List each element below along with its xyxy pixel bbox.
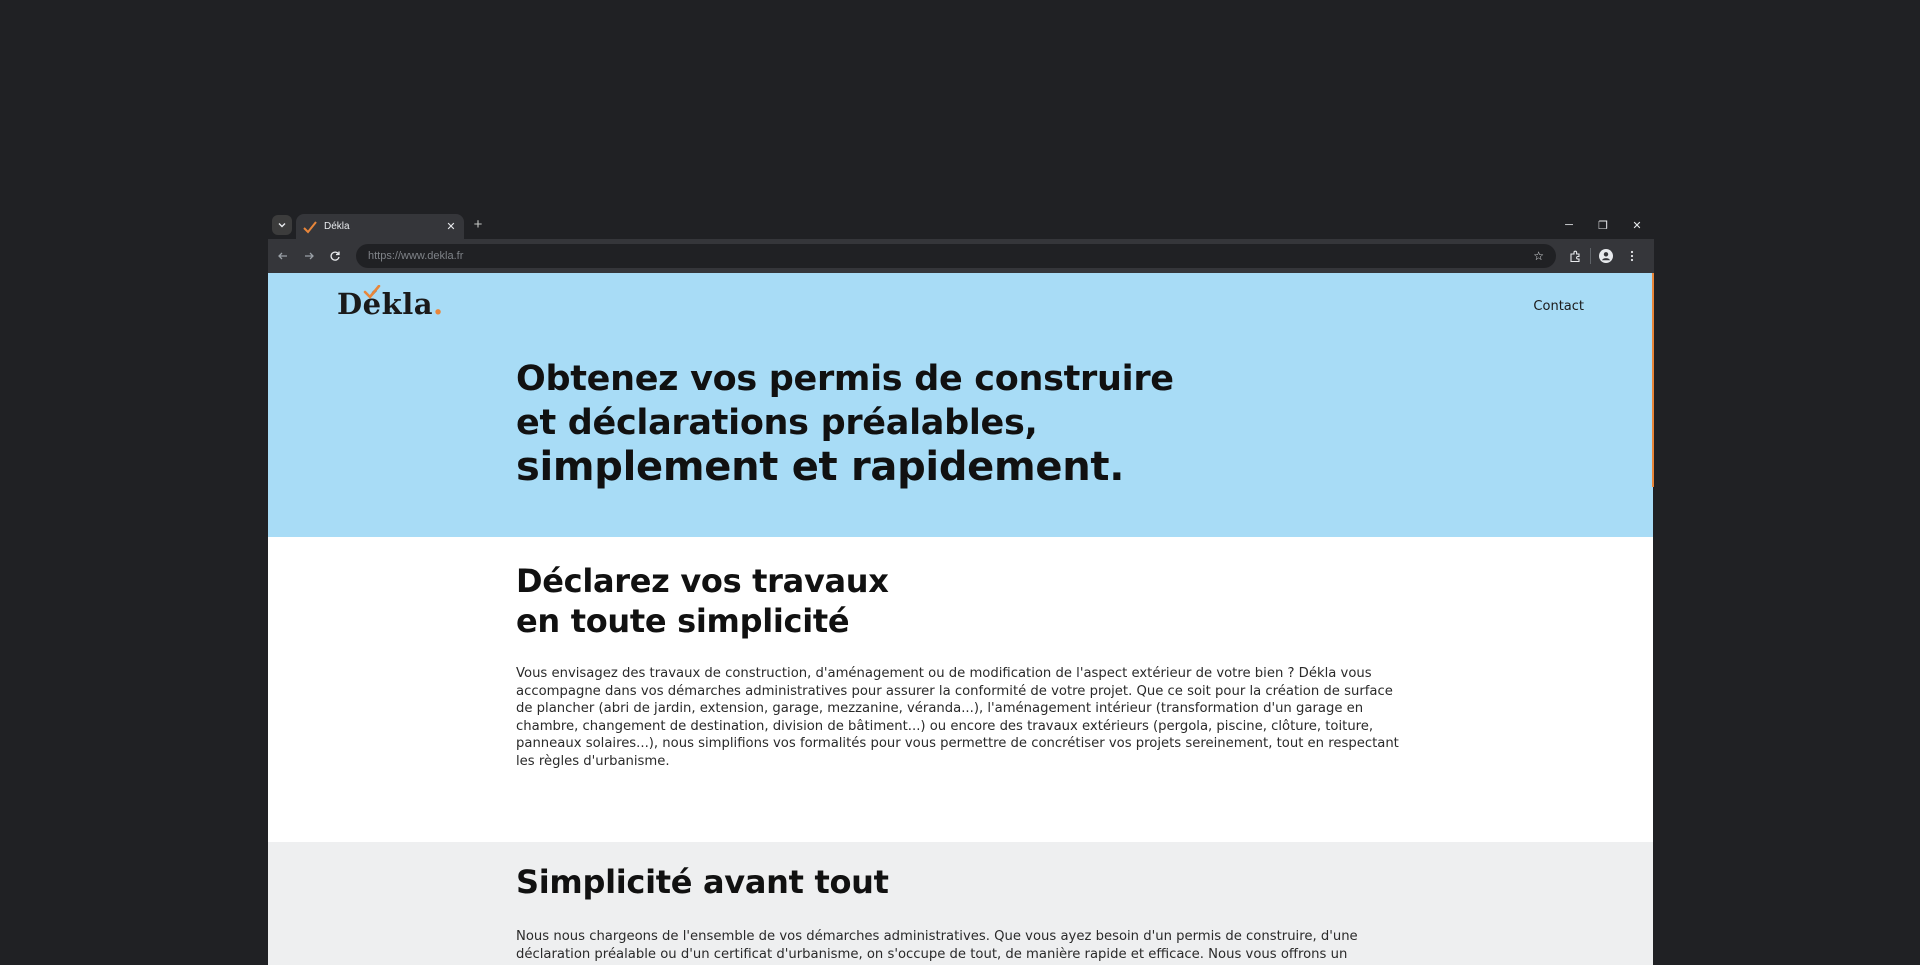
extensions-button[interactable] xyxy=(1562,243,1588,269)
page-scroll-indicator[interactable] xyxy=(1652,273,1654,487)
kebab-menu-icon xyxy=(1630,250,1634,262)
tab-search-button[interactable] xyxy=(272,215,292,235)
declare-title-line-2: en toute simplicité xyxy=(516,602,850,640)
minimize-button[interactable]: ─ xyxy=(1565,219,1573,231)
arrow-left-icon xyxy=(277,250,289,262)
simplicity-section-title: Simplicité avant tout xyxy=(516,863,889,901)
hero-title-line-2: et déclarations préalables, xyxy=(516,403,1038,443)
hero-section xyxy=(268,273,1653,537)
toolbar-divider xyxy=(1590,248,1591,264)
web-page xyxy=(268,273,1653,965)
simplicity-section xyxy=(268,842,1653,965)
declare-section-title xyxy=(516,561,889,641)
tab-strip xyxy=(268,211,1654,239)
chevron-down-icon xyxy=(277,220,287,230)
reload-icon xyxy=(329,250,341,262)
puzzle-icon xyxy=(1569,250,1582,263)
hero-title-line-3: simplement et rapidement. xyxy=(516,444,1125,490)
address-bar[interactable] xyxy=(356,244,1556,268)
tab-dekla[interactable] xyxy=(296,214,464,239)
browser-toolbar xyxy=(268,239,1654,273)
browser-window xyxy=(268,211,1654,965)
nav-contact-link[interactable]: Contact xyxy=(1533,299,1584,314)
restore-button[interactable]: ❐ xyxy=(1598,219,1608,232)
forward-button[interactable] xyxy=(296,243,322,269)
logo-dot: . xyxy=(433,287,444,321)
hero-title xyxy=(516,357,1174,489)
simplicity-section-body: Nous nous chargeons de l'ensemble de vos démarches administratives. Que vous ayez besoin d'un permis de construire, d'une déclaration préalable ou d'un certificat d'urbanisme, on s'occupe de tout, de manière rapide et efficace. Nous vous offrons un xyxy=(516,929,1358,962)
tab-title: Dékla xyxy=(324,221,350,232)
url-text[interactable]: https://www.dekla.fr xyxy=(368,250,464,262)
site-logo[interactable] xyxy=(337,287,443,321)
window-controls xyxy=(1552,211,1654,239)
declare-title-line-1: Déclarez vos travaux xyxy=(516,562,889,600)
browser-menu-button[interactable] xyxy=(1619,243,1645,269)
new-tab-button[interactable]: + xyxy=(473,216,483,233)
profile-button[interactable] xyxy=(1593,243,1619,269)
close-window-button[interactable]: ✕ xyxy=(1632,219,1642,232)
bookmark-star-icon[interactable]: ☆ xyxy=(1533,249,1544,263)
declare-section-body: Vous envisagez des travaux de construction, d'aménagement ou de modification de l'aspect extérieur de votre bien ? Dékla vous accompagne dans vos démarches administratives pour assurer la conformité de votre projet. Que ce soit pour la création de surface de plancher (abri de jardin, extension, garage, mezzanine, véranda...), l'aménagement intérieur (transformation d'un garage en chambre, changement de destination, division de bâtiment...) ou encore des travaux extérieurs (pergola, piscine, clôture, toiture, panneaux solaires...), nous simplifions vos formalités pour vous permettre de concrétiser vos projets sereinement, tout en respectant les règles d'urbanisme. xyxy=(516,666,1399,769)
back-button[interactable] xyxy=(270,243,296,269)
tab-close-icon[interactable]: ✕ xyxy=(446,221,456,233)
arrow-right-icon xyxy=(303,250,315,262)
declare-section xyxy=(268,537,1653,842)
profile-avatar-icon xyxy=(1599,249,1613,263)
hero-title-line-1: Obtenez vos permis de construire xyxy=(516,359,1174,399)
logo-text: Dékla xyxy=(337,287,433,321)
reload-button[interactable] xyxy=(322,243,348,269)
logo-checkmark-icon xyxy=(363,285,381,299)
dekla-checkmark-icon xyxy=(302,219,318,235)
